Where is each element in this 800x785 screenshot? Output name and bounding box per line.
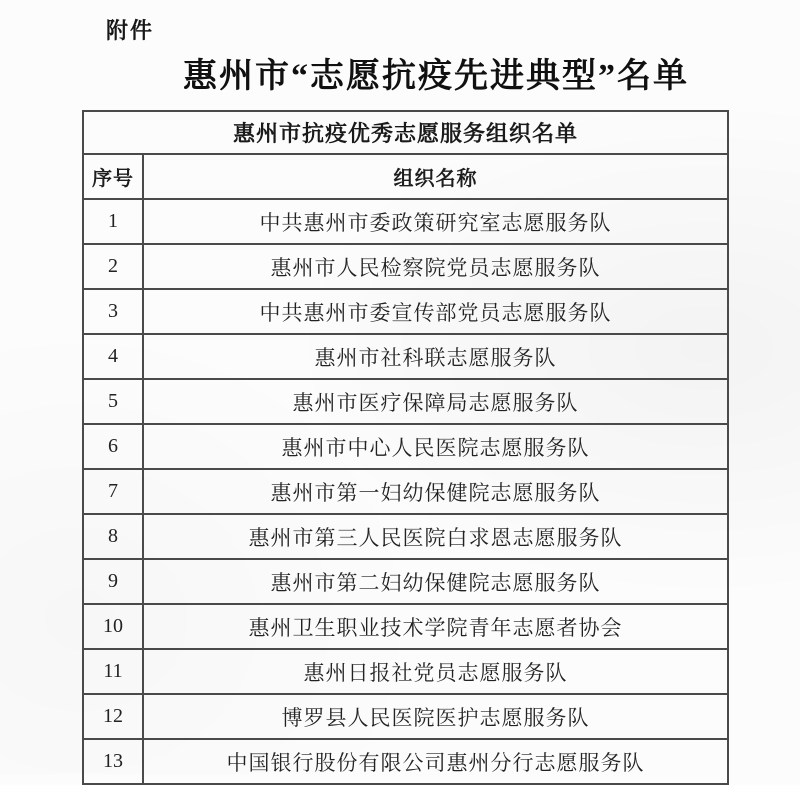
row-number: 8 bbox=[83, 514, 143, 559]
organization-name: 惠州市第一妇幼保健院志愿服务队 bbox=[143, 469, 728, 514]
organization-name: 中共惠州市委政策研究室志愿服务队 bbox=[143, 199, 728, 244]
organization-name: 中国银行股份有限公司惠州分行志愿服务队 bbox=[143, 739, 728, 784]
row-number: 2 bbox=[83, 244, 143, 289]
row-number: 4 bbox=[83, 334, 143, 379]
table-row bbox=[83, 469, 728, 514]
organization-name: 惠州卫生职业技术学院青年志愿者协会 bbox=[143, 604, 728, 649]
row-number: 12 bbox=[83, 694, 143, 739]
row-number: 5 bbox=[83, 379, 143, 424]
row-number: 7 bbox=[83, 469, 143, 514]
row-number: 6 bbox=[83, 424, 143, 469]
organization-name: 博罗县人民医院医护志愿服务队 bbox=[143, 694, 728, 739]
table-row bbox=[83, 424, 728, 469]
organization-name: 惠州市社科联志愿服务队 bbox=[143, 334, 728, 379]
table-header-row bbox=[83, 154, 728, 199]
table-row bbox=[83, 199, 728, 244]
row-number: 1 bbox=[83, 199, 143, 244]
table-row bbox=[83, 604, 728, 649]
table-row bbox=[83, 694, 728, 739]
page-title: 惠州市“志愿抗疫先进典型”名单 bbox=[183, 58, 689, 95]
row-number: 11 bbox=[83, 649, 143, 694]
row-number: 10 bbox=[83, 604, 143, 649]
column-header-name: 组织名称 bbox=[143, 154, 728, 199]
table-row bbox=[83, 739, 728, 784]
organization-name: 惠州市医疗保障局志愿服务队 bbox=[143, 379, 728, 424]
row-number: 3 bbox=[83, 289, 143, 334]
table-row bbox=[83, 334, 728, 379]
row-number: 13 bbox=[83, 739, 143, 784]
organization-name: 中共惠州市委宣传部党员志愿服务队 bbox=[143, 289, 728, 334]
organization-name: 惠州市人民检察院党员志愿服务队 bbox=[143, 244, 728, 289]
row-number: 9 bbox=[83, 559, 143, 604]
table-row bbox=[83, 559, 728, 604]
organization-name: 惠州市第二妇幼保健院志愿服务队 bbox=[143, 559, 728, 604]
table-row bbox=[83, 244, 728, 289]
table-body bbox=[83, 199, 728, 784]
organization-name: 惠州日报社党员志愿服务队 bbox=[143, 649, 728, 694]
table-row bbox=[83, 514, 728, 559]
org-table bbox=[82, 110, 729, 785]
table-caption: 惠州市抗疫优秀志愿服务组织名单 bbox=[83, 111, 728, 154]
table-caption-row bbox=[83, 111, 728, 154]
table-row bbox=[83, 379, 728, 424]
attachment-label: 附件 bbox=[106, 18, 155, 43]
table-row bbox=[83, 649, 728, 694]
organization-name: 惠州市第三人民医院白求恩志愿服务队 bbox=[143, 514, 728, 559]
column-header-no: 序号 bbox=[83, 154, 143, 199]
table-row bbox=[83, 289, 728, 334]
organization-name: 惠州市中心人民医院志愿服务队 bbox=[143, 424, 728, 469]
